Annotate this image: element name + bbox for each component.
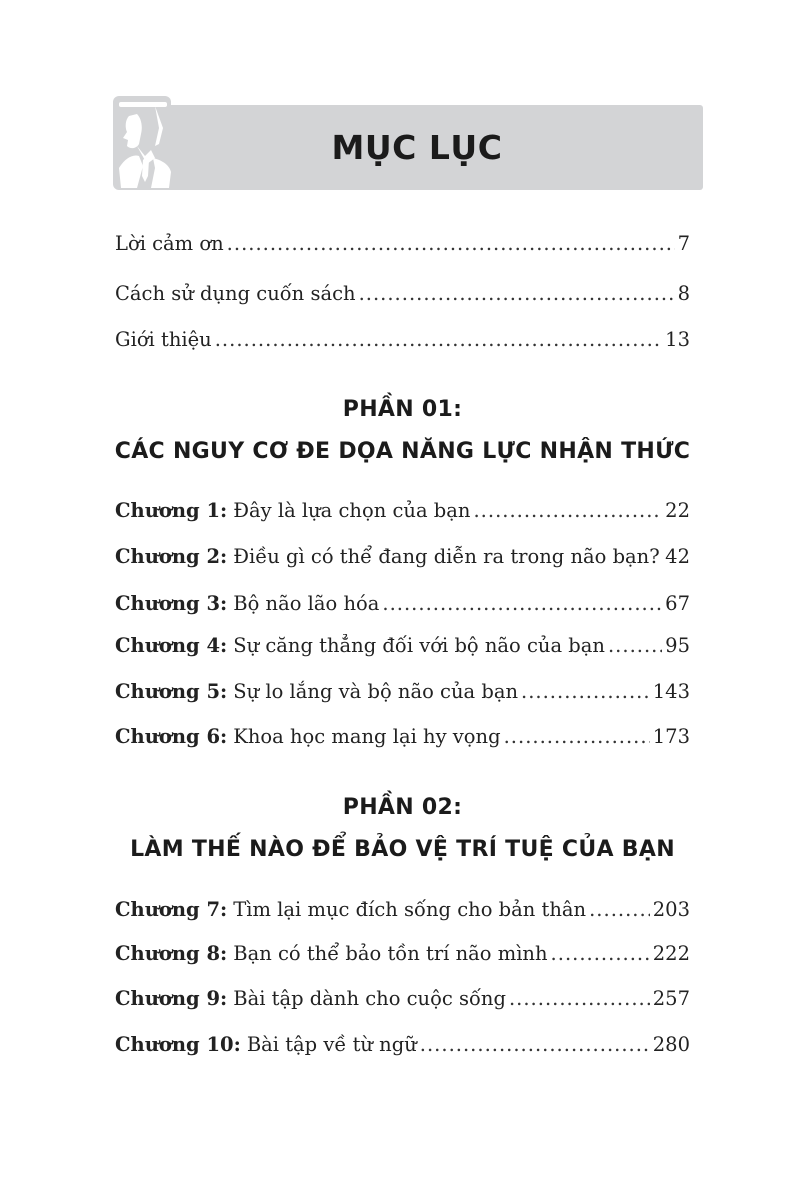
page-title: MỤC LỤC bbox=[331, 128, 503, 167]
dot-leader bbox=[662, 545, 663, 568]
toc-entry-page: 222 bbox=[652, 942, 690, 965]
chapter-label: Chương 3: bbox=[115, 592, 228, 615]
toc-entry-title: Tìm lại mục đích sống cho bản thân bbox=[233, 898, 587, 921]
toc-entry-title: Giới thiệu bbox=[115, 328, 212, 351]
toc-entry-page: 203 bbox=[652, 898, 690, 921]
chapter-label: Chương 5: bbox=[115, 680, 228, 703]
toc-entry-page: 143 bbox=[652, 680, 690, 703]
part-2-label: PHẦN 02: bbox=[342, 795, 463, 820]
toc-entry-page: 13 bbox=[665, 328, 690, 351]
dot-leader bbox=[227, 232, 675, 255]
toc-entry-title: Bạn có thể bảo tồn trí não mình bbox=[233, 942, 548, 965]
toc-entry-chapter-10[interactable] bbox=[115, 1033, 690, 1056]
chapter-label: Chương 2: bbox=[115, 545, 228, 568]
chapter-label: Chương 10: bbox=[115, 1033, 241, 1056]
chapter-label: Chương 7: bbox=[115, 898, 228, 921]
toc-entry-page: 257 bbox=[652, 987, 690, 1010]
toc-entry-title: Điều gì có thể đang diễn ra trong não bạn? bbox=[233, 545, 660, 568]
chapter-label: Chương 8: bbox=[115, 942, 228, 965]
part-1-label: PHẦN 01: bbox=[342, 397, 463, 422]
toc-entry-page: 173 bbox=[652, 725, 690, 748]
toc-entry-chapter-1[interactable] bbox=[115, 499, 690, 522]
toc-entry-title: Sự căng thẳng đối với bộ não của bạn bbox=[233, 634, 605, 657]
toc-entry-page: 42 bbox=[665, 545, 690, 568]
dot-leader bbox=[589, 898, 650, 921]
dot-leader bbox=[551, 942, 650, 965]
toc-entry-title: Bộ não lão hóa bbox=[233, 592, 380, 615]
dot-leader bbox=[608, 634, 662, 657]
chapter-label: Chương 6: bbox=[115, 725, 228, 748]
chapter-label: Chương 1: bbox=[115, 499, 228, 522]
toc-entry-title: Bài tập dành cho cuộc sống bbox=[233, 987, 506, 1010]
dot-leader bbox=[382, 592, 662, 615]
toc-entry-chapter-9[interactable] bbox=[115, 987, 690, 1010]
toc-entry-chapter-5[interactable] bbox=[115, 680, 690, 703]
toc-entry-page: 8 bbox=[677, 282, 690, 305]
toc-entry-chapter-3[interactable] bbox=[115, 592, 690, 615]
toc-entry-chapter-2[interactable] bbox=[115, 545, 690, 568]
toc-entry-page: 95 bbox=[665, 634, 690, 657]
toc-entry-chapter-4[interactable] bbox=[115, 634, 690, 657]
chapter-label: Chương 4: bbox=[115, 634, 228, 657]
toc-entry-title: Đây là lựa chọn của bạn bbox=[233, 499, 471, 522]
part-1-title: CÁC NGUY CƠ ĐE DỌA NĂNG LỰC NHẬN THỨC bbox=[114, 439, 691, 464]
chapter-label: Chương 9: bbox=[115, 987, 228, 1010]
toc-entry-title: Sự lo lắng và bộ não của bạn bbox=[233, 680, 518, 703]
toc-entry-page: 67 bbox=[665, 592, 690, 615]
dot-leader bbox=[521, 680, 650, 703]
toc-entry-chapter-6[interactable] bbox=[115, 725, 690, 748]
part-2-title: LÀM THẾ NÀO ĐỂ BẢO VỆ TRÍ TUỆ CỦA BẠN bbox=[130, 837, 675, 862]
dot-leader bbox=[359, 282, 675, 305]
dot-leader bbox=[420, 1033, 650, 1056]
toc-entry-title: Khoa học mang lại hy vọng bbox=[233, 725, 501, 748]
toc-entry-title: Cách sử dụng cuốn sách bbox=[115, 282, 356, 305]
dot-leader bbox=[509, 987, 650, 1010]
toc-entry-page: 22 bbox=[665, 499, 690, 522]
dot-leader bbox=[504, 725, 650, 748]
toc-entry-title: Bài tập về từ ngữ bbox=[246, 1033, 417, 1056]
toc-entry-title: Lời cảm ơn bbox=[115, 232, 224, 255]
toc-entry-front-3[interactable] bbox=[115, 328, 690, 351]
toc-entry-chapter-7[interactable] bbox=[115, 898, 690, 921]
toc-entry-page: 7 bbox=[677, 232, 690, 255]
toc-entry-front-1[interactable] bbox=[115, 232, 690, 255]
toc-entry-page: 280 bbox=[652, 1033, 690, 1056]
toc-entry-chapter-8[interactable] bbox=[115, 942, 690, 965]
dot-leader bbox=[215, 328, 662, 351]
dot-leader bbox=[473, 499, 662, 522]
toc-entry-front-2[interactable] bbox=[115, 282, 690, 305]
